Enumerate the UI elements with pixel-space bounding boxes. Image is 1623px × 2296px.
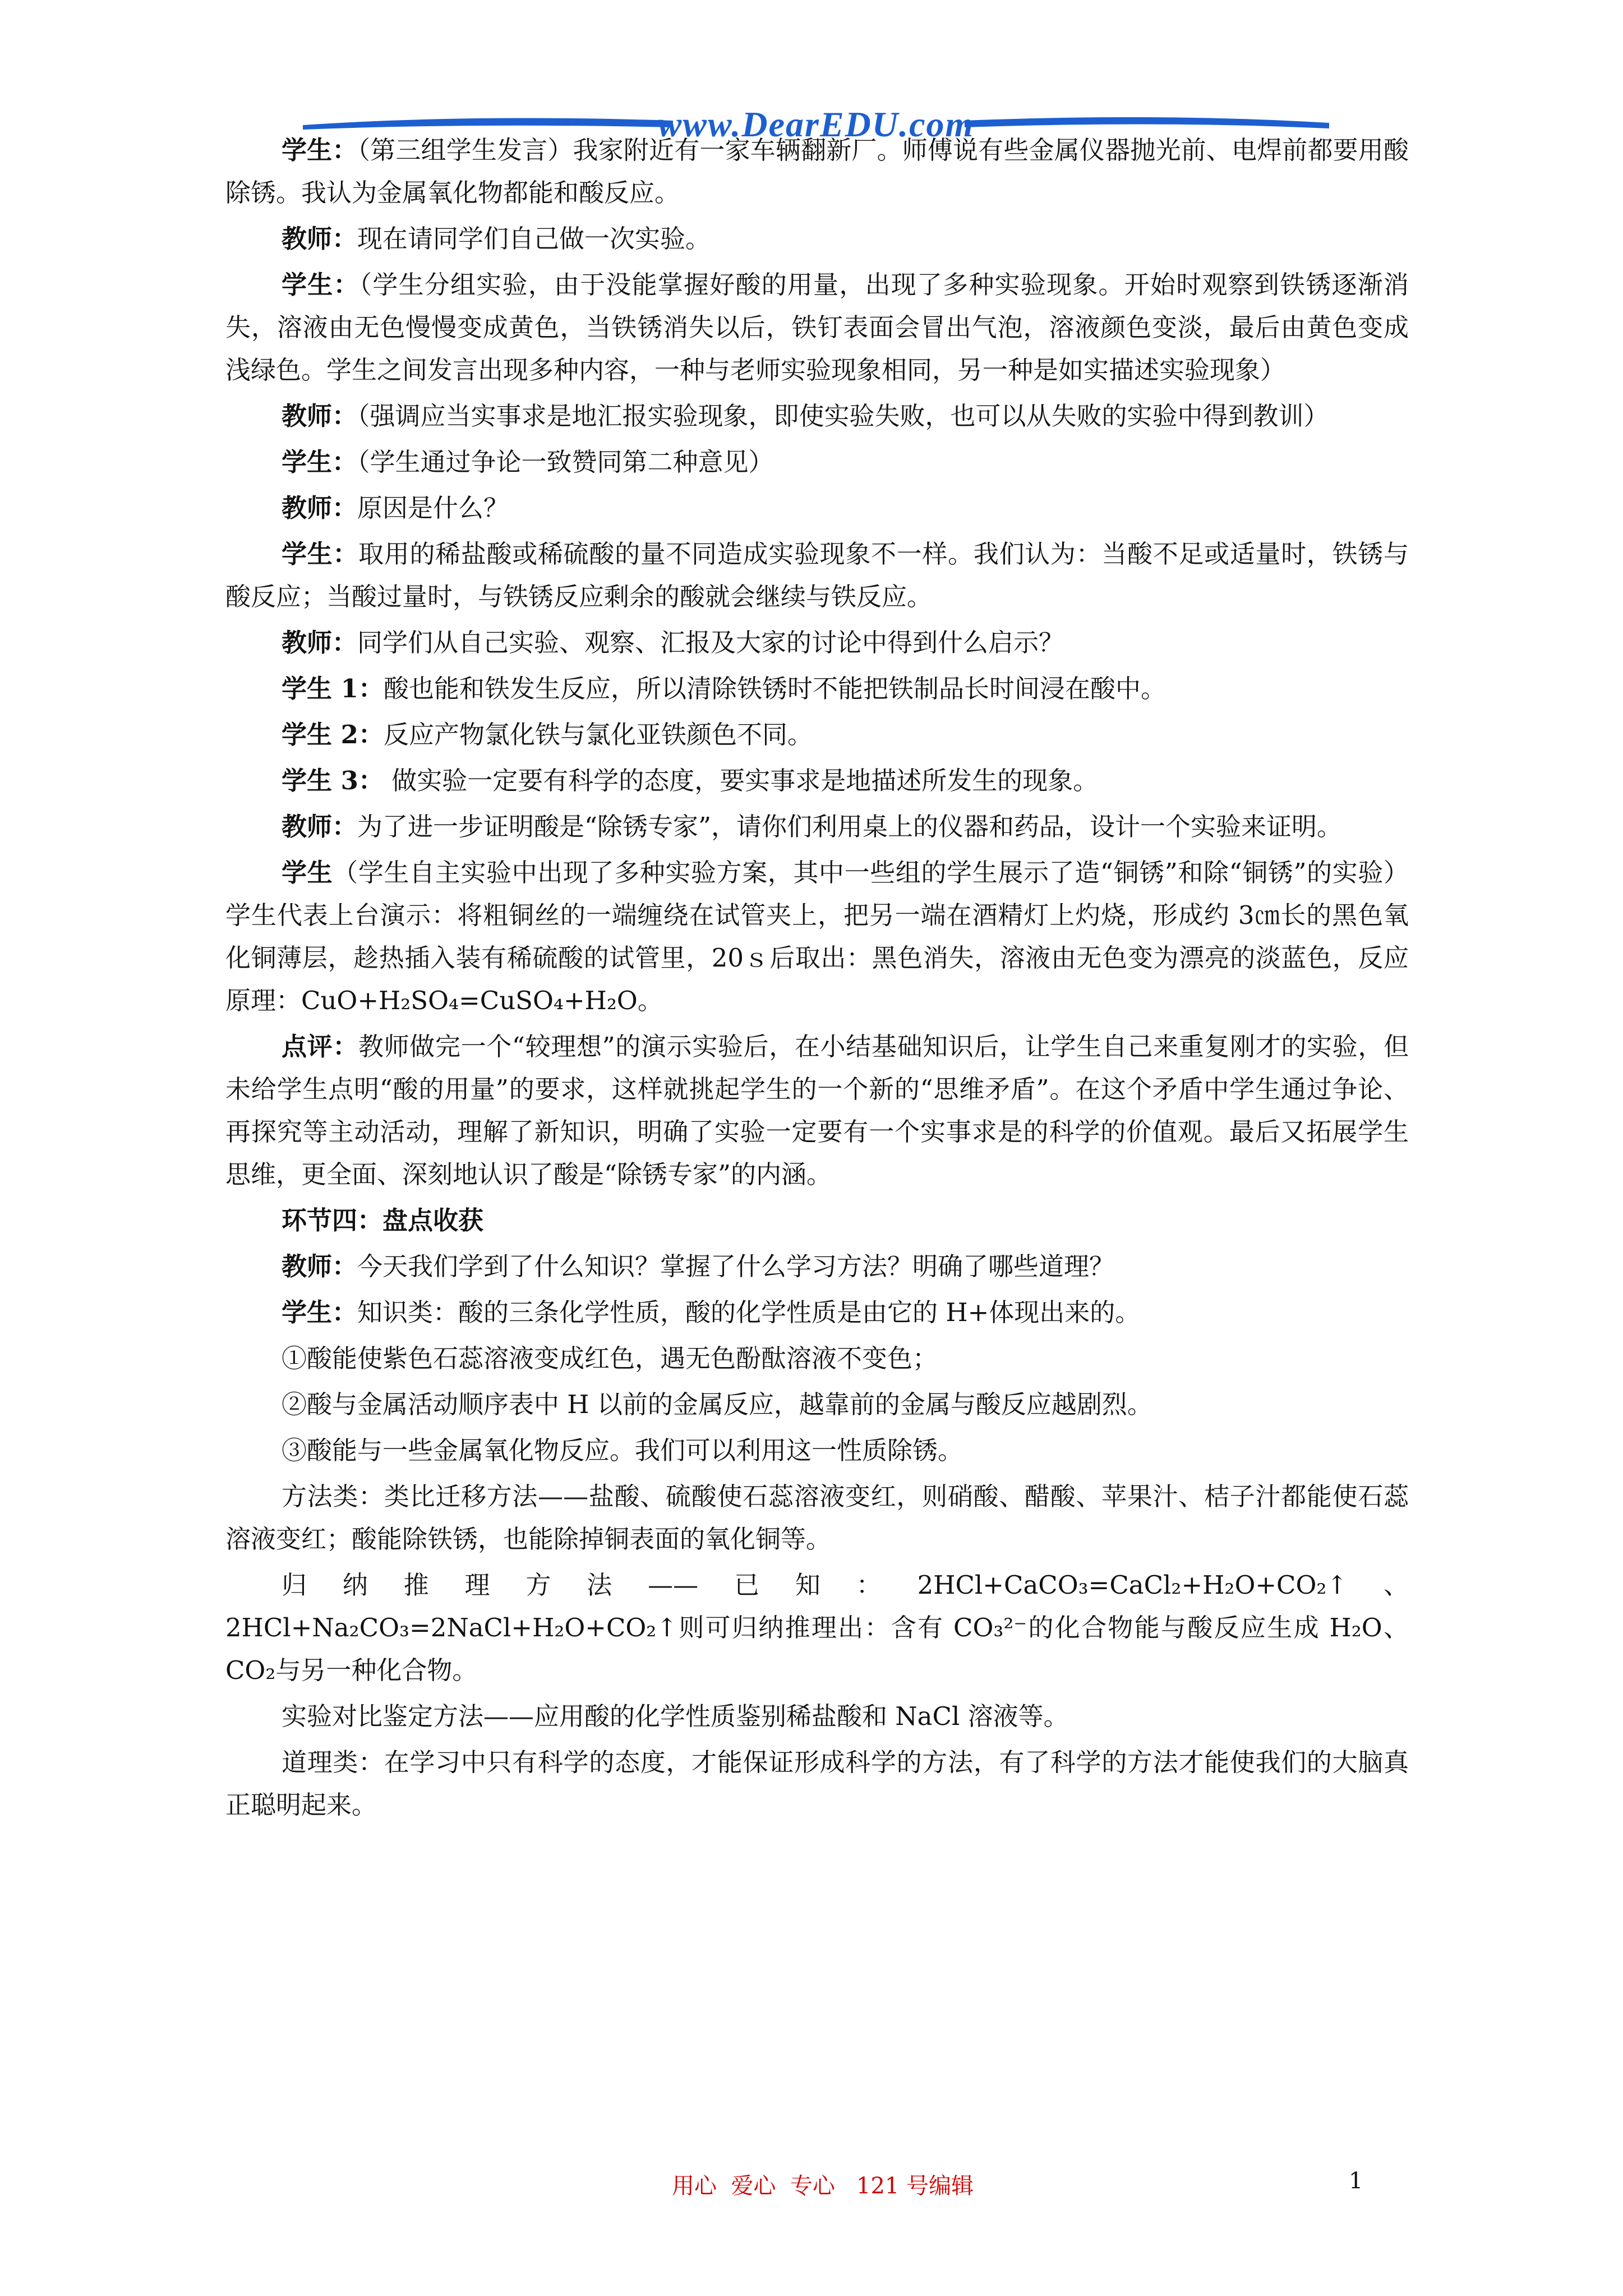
paragraph [225,441,1409,484]
paragraph [225,218,1409,260]
paragraph-text: 教师做完一个“较理想”的演示实验后，在小结基础知识后，让学生自己来重复刚才的实验，但未给学生点明“酸的用量”的要求，这样就挑起学生的一个新的“思维矛盾”。在这个矛盾中学生通过争论、再探究等主动活动，理解了新知识，明确了实验一定要有一个实事求是的科学的价值观。最后又拓展学生思维，更全面、深刻地认识了酸是“除锈专家”的内涵。 [225,1032,1409,1189]
paragraph: 实验对比鉴定方法——应用酸的化学性质鉴别稀盐酸和 NaCl 溶液等。 [282,1701,1069,1731]
paragraph-text: 归纳推理方法——已知： [282,1570,917,1600]
speaker: 学生 3： [282,766,384,795]
site-logo[interactable]: www.DearEDU.com [657,104,975,144]
speaker: 教师： [282,493,358,523]
chemical-equation: 2HCl+CaCO₃=CaCl₂+H₂O+CO₂↑、2HCl+Na₂CO₃=2NaCl+H₂O+CO₂↑则可归纳推理出：含有 CO₃²⁻的化合物能与酸反应生成 H₂O、CO₂与另一种化合物。 [225,1570,1409,1685]
paragraph-text: （学生分组实验，由于没能掌握好酸的用量，出现了多种实验现象。开始时观察到铁锈逐渐消失，溶液由无色慢慢变成黄色，当铁锈消失以后，铁钉表面会冒出气泡，溶液颜色变淡，最后由黄色变成浅绿色。学生之间发言出现多种内容，一种与老师实验现象相同，另一种是如实描述实验现象） [225,270,1409,385]
speaker: 学生 2： [282,720,384,749]
speaker: 点评： [282,1032,358,1061]
paragraph [225,1564,1409,1692]
speaker: 教师： [282,628,358,657]
page-number: 1 [1349,2168,1363,2194]
paragraph [225,1245,1409,1288]
paragraph [225,129,1409,214]
paragraph [225,852,1409,1022]
speaker: 教师： [282,812,358,841]
chemical-equation: CuO+H₂SO₄=CuSO₄+H₂O。 [301,986,663,1015]
paragraph [225,668,1409,710]
speaker: 教师： [282,224,358,254]
paragraph [225,395,1409,438]
paragraph [225,1025,1409,1196]
list-item: ①酸能使紫色石蕊溶液变成红色，遇无色酚酞溶液不变色； [282,1343,938,1373]
paragraph-text: 今天我们学到了什么知识？掌握了什么学习方法？明确了哪些道理？ [357,1251,1115,1281]
paragraph-text: 现在请同学们自己做一次实验。 [357,224,711,254]
paragraph [225,714,1409,756]
speaker: 学生 [282,858,333,887]
paragraph-text: 酸也能和铁发生反应，所以清除铁锈时不能把铁制品长时间浸在酸中。 [383,674,1166,703]
paragraph: 方法类：类比迁移方法——盐酸、硫酸使石蕊溶液变红，则硝酸、醋酸、苹果汁、桔子汁都能使石蕊溶液变红；酸能除铁锈，也能除掉铜表面的氧化铜等。 [225,1481,1409,1554]
speaker: 学生： [282,1297,358,1327]
paragraph-text: 为了进一步证明酸是“除锈专家”，请你们利用桌上的仪器和药品，设计一个实验来证明。 [357,812,1343,841]
paragraph: 道理类：在学习中只有科学的态度，才能保证形成科学的方法，有了科学的方法才能使我们的大脑真正聪明起来。 [225,1747,1409,1820]
section-heading: 环节四：盘点收获 [282,1205,484,1235]
speaker: 学生： [282,447,358,477]
paragraph-text: 反应产物氯化铁与氯化亚铁颜色不同。 [383,720,813,749]
paragraph [225,1291,1409,1334]
paragraph-text: 取用的稀盐酸或稀硫酸的量不同造成实验现象不一样。我们认为：当酸不足或适量时，铁锈与酸反应；当酸过量时，与铁锈反应剩余的酸就会继续与铁反应。 [225,539,1409,611]
paragraph-text: 做实验一定要有科学的态度，要实事求是地描述所发生的现象。 [383,766,1099,795]
paragraph [225,487,1409,530]
speaker: 学生： [282,270,359,300]
paragraph-text: （强调应当实事求是地汇报实验现象，即使实验失败，也可以从失败的实验中得到教训） [357,401,1329,431]
footer-text: 用心 爱心 专心 121 号编辑 [672,2173,974,2199]
speaker: 学生 1： [282,674,384,703]
paragraph-text: 知识类：酸的三条化学性质，酸的化学性质是由它的 H+体现出来的。 [357,1297,1141,1327]
paragraph [225,533,1409,618]
list-item: ③酸能与一些金属氧化物反应。我们可以利用这一性质除锈。 [282,1435,963,1465]
paragraph-text: 同学们从自己实验、观察、汇报及大家的讨论中得到什么启示？ [357,628,1064,657]
speaker: 学生： [282,135,358,165]
list-item: ②酸与金属活动顺序表中 H 以前的金属反应，越靠前的金属与酸反应越剧烈。 [282,1389,1152,1419]
paragraph-text: （学生自主实验中出现了多种实验方案，其中一些组的学生展示了造“铜锈”和除“铜锈”的实验）学生代表上台演示：将粗铜丝的一端缠绕在试管夹上，把另一端在酒精灯上灼烧，形成约 3㎝长的黑色氧化铜薄层，趁热插入装有稀硫酸的试管里，20ｓ后取出：黑色消失，溶液由无色变为漂亮的淡蓝色，反应原理： [225,858,1409,1015]
speaker: 教师： [282,401,358,431]
paragraph-text: （第三组学生发言）我家附近有一家车辆翻新厂。师傅说有些金属仪器抛光前、电焊前都要用酸除锈。我认为金属氧化物都能和酸反应。 [225,135,1409,208]
paragraph [225,622,1409,664]
speaker: 教师： [282,1251,358,1281]
paragraph-text: 原因是什么？ [357,493,509,523]
speaker: 学生： [282,539,359,569]
paragraph-text: （学生通过争论一致赞同第二种意见） [357,447,774,477]
paragraph [225,806,1409,848]
paragraph [225,760,1409,802]
paragraph [225,264,1409,392]
document-body [225,129,1409,1830]
